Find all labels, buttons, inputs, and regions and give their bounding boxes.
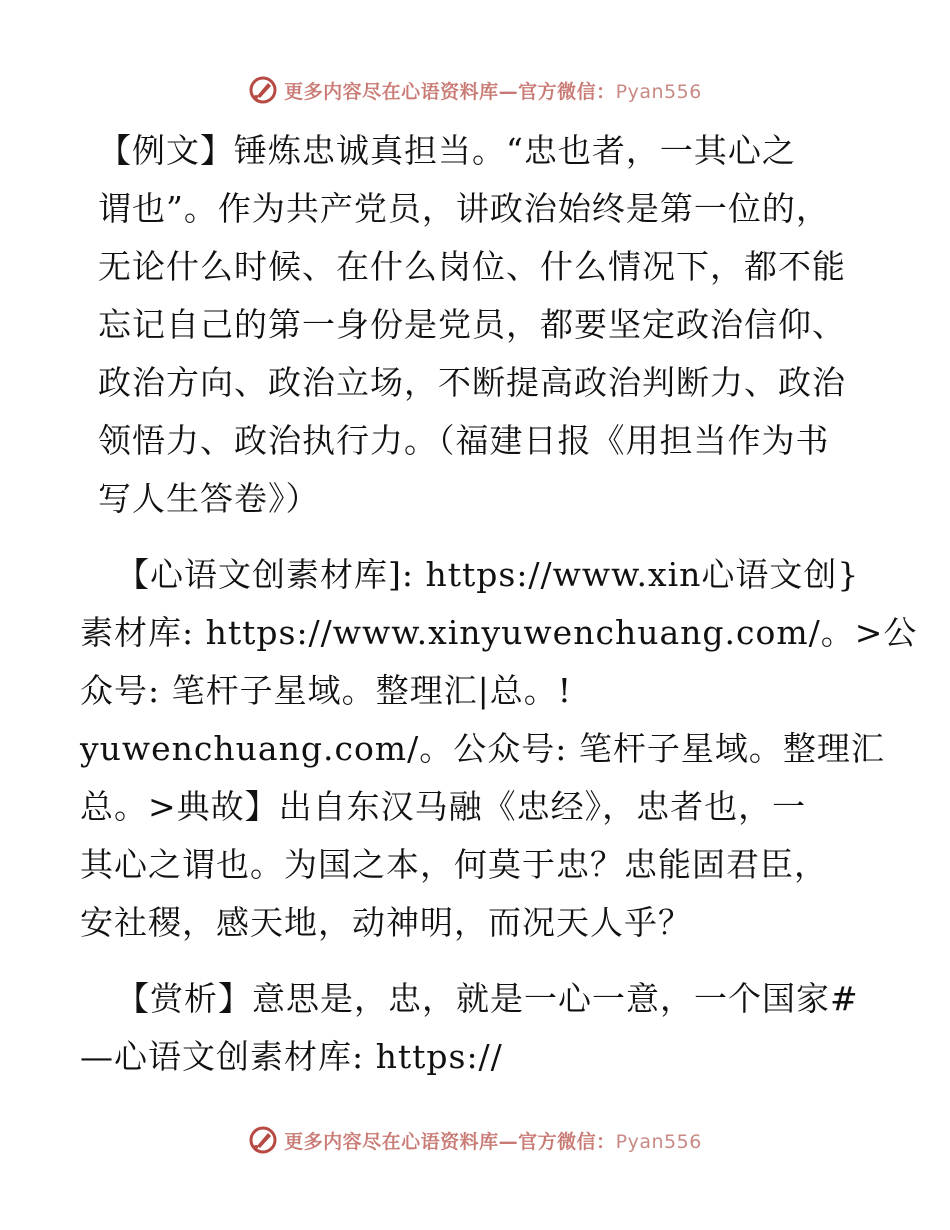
text-line: 总。>典故】出自东汉马融《忠经》，忠者也，一 (80, 787, 807, 826)
wechat-id: Pyan556 (615, 80, 702, 103)
wechat-id: Pyan556 (615, 1130, 702, 1153)
text-line: 素材库: https://www.xinyuwenchuang.com/。>公 (80, 613, 918, 652)
text-line: 无论什么时候、在什么岗位、什么情况下，都不能 (98, 247, 846, 286)
watermark-label: 更多内容尽在心语资料库—官方微信： (284, 1130, 616, 1153)
text-line: 【心语文创素材库]: https://www.xin心语文创} (116, 555, 860, 594)
text-line: 【例文】锤炼忠诚真担当。“忠也者，一其心之 (98, 131, 796, 170)
analysis-paragraph (80, 970, 859, 1086)
text-line: yuwenchuang.com/。公众号: 笔杆子星域。整理汇 (80, 729, 885, 768)
text-line: 【赏析】意思是，忠，就是一心一意，一个国家# (116, 979, 859, 1018)
watermark-text (284, 77, 702, 104)
text-line: 写人生答卷》） (98, 479, 320, 518)
text-line: —心语文创素材库: https:// (80, 1037, 503, 1076)
text-line: 众号: 笔杆子星域。整理汇|总。! (80, 671, 572, 710)
seal-pen-icon (248, 75, 278, 105)
example-paragraph (98, 122, 858, 528)
text-line: 忘记自己的第一身份是党员，都要坚定政治信仰、 (98, 305, 846, 344)
watermark-label: 更多内容尽在心语资料库—官方微信： (284, 80, 616, 103)
text-line: 其心之谓也。为国之本，何莫于忠？忠能固君臣， (80, 845, 828, 884)
seal-pen-icon (248, 1125, 278, 1155)
header-watermark-banner (0, 70, 950, 110)
watermark-text (284, 1127, 702, 1154)
article-body (80, 122, 918, 1104)
text-line: 政治方向、政治立场，不断提高政治判断力、政治 (98, 363, 846, 402)
text-line: 领悟力、政治执行力。（福建日报《用担当作为书 (98, 421, 830, 460)
text-line: 谓也”。作为共产党员，讲政治始终是第一位的， (98, 189, 830, 228)
source-paragraph (80, 546, 918, 952)
text-line: 安社稷，感天地，动神明，而况天人乎？ (80, 903, 692, 942)
footer-watermark-banner (0, 1120, 950, 1160)
